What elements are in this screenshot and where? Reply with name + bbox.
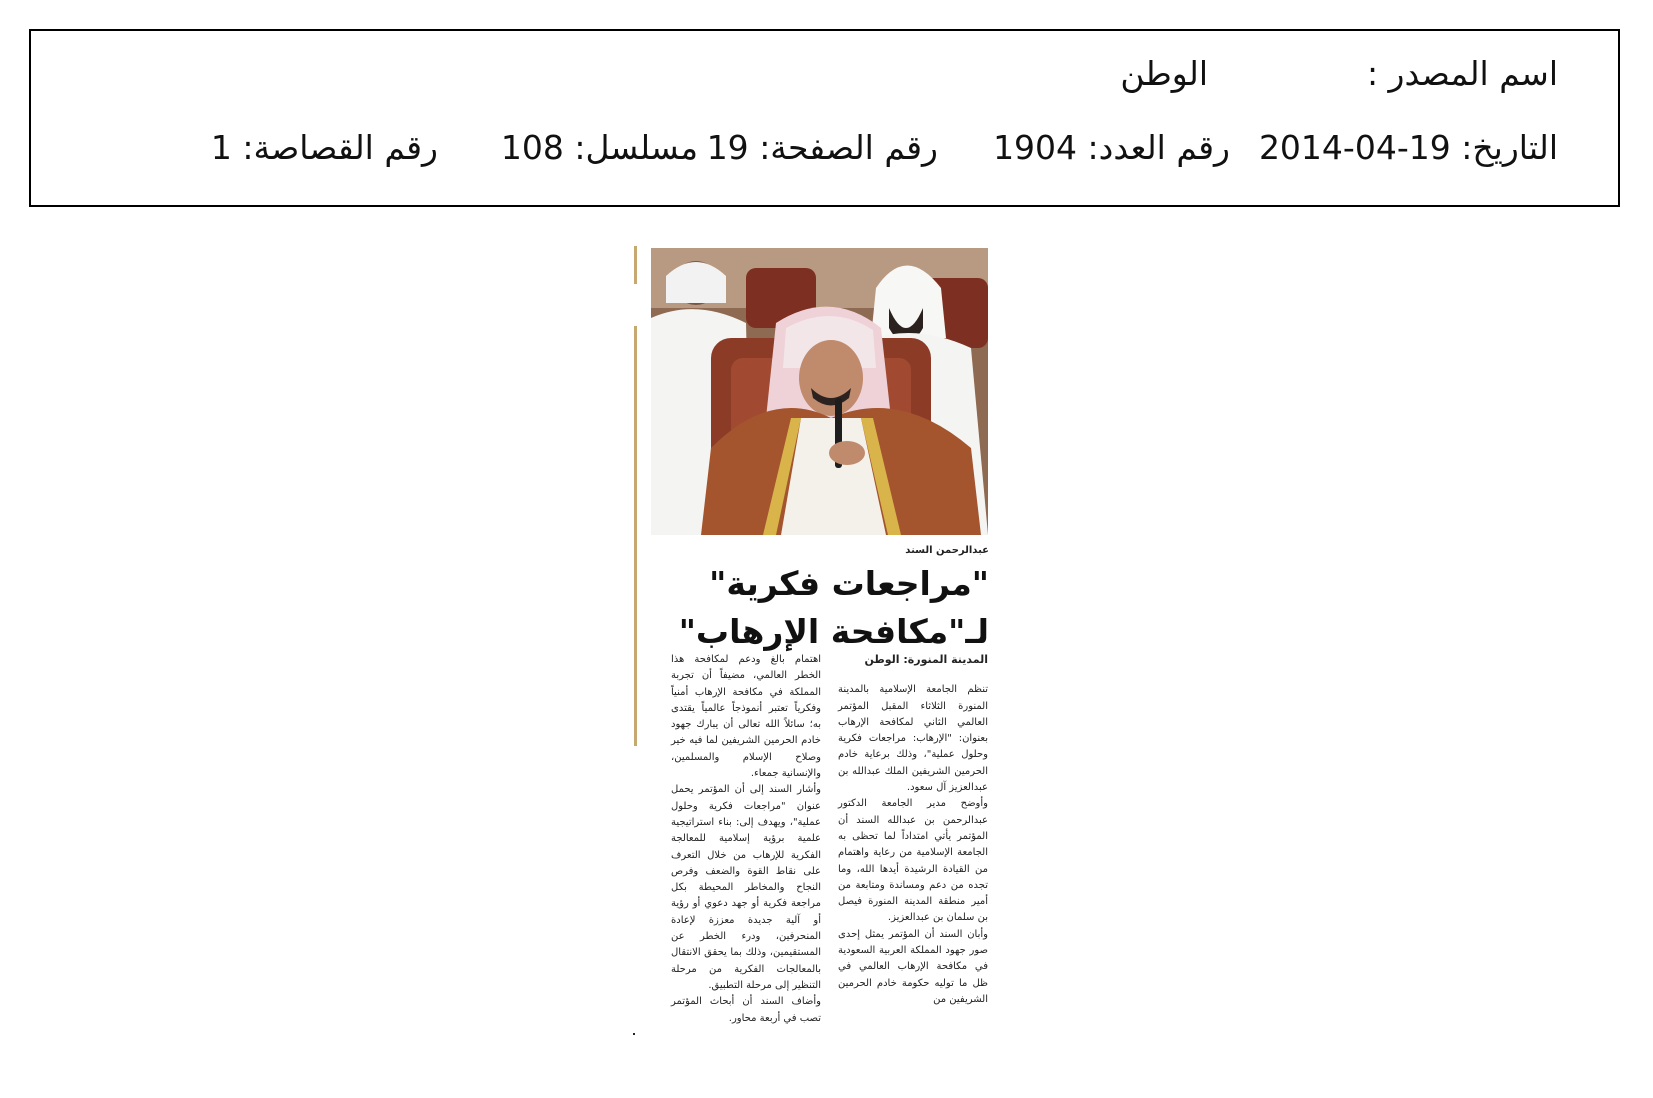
paragraph: اهتمام بالغ ودعم لمكافحة هذا الخطر العالمي، مضيفاً أن تجربة المملكة في مكافحة الإرهاب أمنياً وفكرياً تعتبر أنموذجاً عالمياً يقتدى به؛ سائلاً الله تعالى أن يبارك جهود خادم الحرمين الشريفين لما فيه خير وصلاح الإسلام والمسلمين، والإنسانية جمعاء. xyxy=(671,654,821,780)
clipping-header xyxy=(29,29,1620,207)
paragraph: وأضاف السند أن أبحاث المؤتمر تصب في أربعة محاور. xyxy=(671,996,821,1024)
page-field xyxy=(706,128,938,167)
paragraph: وأوضح مدير الجامعة الدكتور عبدالرحمن بن عبدالله السند أن المؤتمر يأتي امتداداً لما تحظى به الجامعة الإسلامية من رعاية واهتمام من القيادة الرشيدة أيدها الله، وما تجده من دعم ومساندة ومتابعة من أمير منطقة المدينة المنورة فيصل بن سلمان بن عبدالعزيز. xyxy=(838,798,988,924)
photo-illustration xyxy=(651,248,988,535)
print-mark xyxy=(633,1033,635,1035)
paragraph: وأشار السند إلى أن المؤتمر يحمل عنوان "مراجعات فكرية وحلول عملية"، ويهدف إلى: بناء استراتيجية علمية برؤية إسلامية للمعالجة الفكرية للإرهاب من خلال التعرف على نقاط القوة والضعف وفرص النجاح والمخاطر المحيطة بكل مراجعة فكرية أو جهد دعوي أو رؤية أو آلية جديدة معززة لإعادة المنحرفين، ودرء الخطر عن المستقيمين، وذلك بما يحقق الانتقال بالمعالجات الفكرية من مرحلة التنظير إلى مرحلة التطبيق. xyxy=(671,784,821,991)
article-column-left xyxy=(671,652,821,1027)
date-value: 2014-04-19 xyxy=(1258,128,1451,167)
article-headline xyxy=(659,560,989,656)
serial-label: مسلسل: xyxy=(574,128,698,167)
issue-label: رقم العدد: xyxy=(1087,128,1230,167)
date-field xyxy=(1258,128,1558,167)
page-value: 19 xyxy=(706,128,749,167)
issue-field xyxy=(993,128,1230,167)
article-photo xyxy=(651,248,988,535)
article-column-right xyxy=(838,652,988,1008)
paragraph: تنظم الجامعة الإسلامية بالمدينة المنورة الثلاثاء المقبل المؤتمر العالمي الثاني لمكافحة الإرهاب بعنوان: "الإرهاب: مراجعات فكرية وحلول عملية"، وذلك برعاية خادم الحرمين الشريفين الملك عبدالله بن عبدالعزيز آل سعود. xyxy=(838,684,988,794)
date-label: التاريخ: xyxy=(1461,128,1558,167)
source-label: اسم المصدر : xyxy=(1366,54,1558,93)
page-label: رقم الصفحة: xyxy=(759,128,938,167)
headline-line-1: "مراجعات فكرية" xyxy=(709,564,989,603)
clip-number-value: 1 xyxy=(210,128,232,167)
source-value: الوطن xyxy=(1120,54,1208,93)
headline-line-2: لـ"مكافحة الإرهاب" xyxy=(678,612,989,651)
column-rule xyxy=(634,326,637,746)
issue-value: 1904 xyxy=(993,128,1078,167)
article-dateline: المدينة المنورة: الوطن xyxy=(864,653,988,666)
column-rule-top xyxy=(634,246,637,284)
paragraph: وأبان السند أن المؤتمر يمثل إحدى صور جهود المملكة العربية السعودية في مكافحة الإرهاب العالمي في ظل ما توليه حكومة خادم الحرمين الشريفين من xyxy=(838,928,988,1005)
serial-field xyxy=(500,128,698,167)
photo-caption: عبدالرحمن السند xyxy=(905,545,989,556)
serial-value: 108 xyxy=(500,128,564,167)
clip-number-label: رقم القصاصة: xyxy=(242,128,438,167)
clip-number-field xyxy=(210,128,438,167)
